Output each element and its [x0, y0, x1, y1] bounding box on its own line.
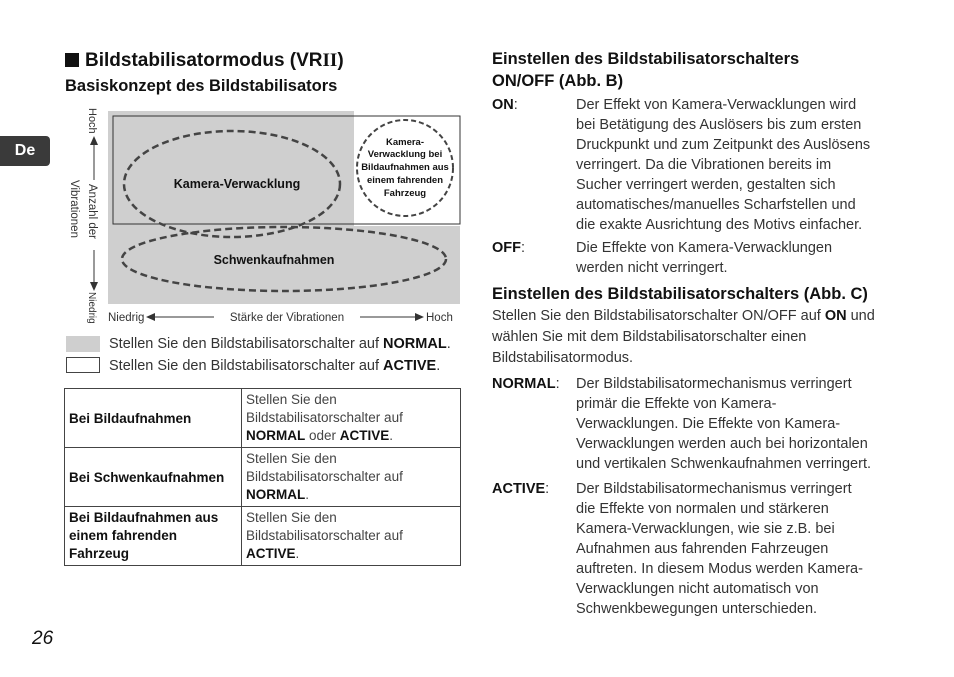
- table-value-end: .: [389, 428, 394, 443]
- table-value-line: Stellen Sie den: [246, 451, 337, 466]
- description-line: Aufnahmen aus fahrenden Fahrzeugen: [576, 541, 829, 557]
- table-value-line: Bildstabilisatorschalter auf: [246, 469, 403, 484]
- section-title: [65, 50, 344, 72]
- intro-pre: Stellen Sie den Bildstabilisatorschalter ON/OFF auf: [492, 308, 825, 324]
- active-term-label: ACTIVE: [492, 481, 546, 497]
- table-value: [242, 448, 461, 507]
- section-c-title: Einstellen des Bildstabilisatorschalters (Abb. C): [492, 285, 868, 303]
- table-row: [65, 389, 461, 448]
- description-line: Der Effekt von Kamera-Verwacklungen wird: [576, 97, 857, 113]
- normal-term: [492, 374, 560, 394]
- panning-label: Schwenkaufnahmen: [213, 253, 335, 267]
- legend-white-value: ACTIVE: [383, 358, 437, 374]
- intro-post: und: [846, 308, 875, 324]
- table-value-line: Bildstabilisatorschalter auf: [246, 528, 403, 543]
- description-line: auftreten. In diesem Modus werden Kamera-: [576, 561, 863, 577]
- table-row: [65, 448, 461, 507]
- active-term-colon: :: [545, 481, 550, 497]
- description-line: werden nicht verringert.: [576, 260, 728, 276]
- x-axis-arrow-right-icon: [415, 313, 424, 321]
- section-c-intro: [492, 306, 912, 369]
- y-low-label: Niedrig: [86, 292, 97, 324]
- table-value: [242, 507, 461, 566]
- subtitle: Basiskonzept des Bildstabilisators: [65, 77, 338, 95]
- description-line: Der Bildstabilisatormechanismus verringert: [576, 376, 852, 392]
- table-value-term: ACTIVE: [246, 546, 296, 561]
- table-value-line: Bildstabilisatorschalter auf: [246, 410, 403, 425]
- intro-line: [492, 306, 912, 327]
- off-term-colon: :: [521, 240, 526, 256]
- table-value-end: .: [295, 546, 300, 561]
- table-value-line: [246, 427, 456, 445]
- gray-region-top: [108, 111, 354, 226]
- legend-gray-text: [109, 334, 451, 354]
- section-b-title: [492, 48, 799, 92]
- description-line: Verwacklungen werden auch bei horizontalen: [576, 436, 868, 452]
- description-line: die exakte Ausrichtung des Motivs einfacher.: [576, 217, 863, 233]
- normal-description: [576, 374, 916, 474]
- normal-term-label: NORMAL: [492, 376, 556, 392]
- description-line: Sucher verringert werden, gestalten sich: [576, 177, 836, 193]
- table-value-term: NORMAL: [246, 428, 306, 443]
- section-title-roman: II: [322, 50, 338, 71]
- table-value-term: ACTIVE: [339, 428, 390, 443]
- table-row: [65, 507, 461, 566]
- legend-white-post: .: [436, 358, 441, 374]
- x-axis-label: Stärke der Vibrationen: [229, 312, 345, 324]
- page-number: 26: [32, 628, 54, 649]
- intro-line: Bildstabilisatormodus.: [492, 350, 634, 366]
- section-b-title-line-2: ON/OFF (Abb. B): [492, 72, 624, 90]
- description-line: automatisches/manuelles Scharfstellen und: [576, 197, 856, 213]
- on-term: [492, 95, 518, 115]
- legend-gray-pre: Stellen Sie den Bildstabilisatorschalter auf: [109, 336, 384, 352]
- on-description: [576, 95, 916, 235]
- description-line: Druckpunkt und zum Zeitpunkt des Auslösens: [576, 137, 871, 153]
- stabilizer-diagram: [60, 100, 470, 332]
- legend-gray-swatch: [66, 336, 100, 352]
- table-key: Bei Bildaufnahmen aus einem fahrenden Fahrzeug: [65, 507, 242, 566]
- table-value: [242, 389, 461, 448]
- x-low-label: Niedrig: [108, 312, 145, 324]
- table-value-end: .: [305, 487, 310, 502]
- settings-table: [64, 388, 461, 566]
- y-axis-arrow-down-icon: [90, 282, 98, 291]
- off-term-label: OFF: [492, 240, 521, 256]
- x-high-label: Hoch: [426, 312, 453, 324]
- language-label: De: [14, 142, 36, 159]
- table-key: Bei Schwenkaufnahmen: [65, 448, 242, 507]
- off-term: [492, 238, 525, 258]
- active-term: [492, 479, 549, 499]
- language-tab: [0, 136, 50, 166]
- x-axis-arrow-left-icon: [146, 313, 155, 321]
- vehicle-label-5: Fahrzeug: [383, 188, 427, 199]
- description-line: Kamera-Verwacklungen, wie sie z.B. bei: [576, 521, 835, 537]
- section-title-close: ): [337, 50, 344, 71]
- description-line: die Effekte von normalen und stärkeren: [576, 501, 829, 517]
- description-line: Verwacklungen nicht automatisch von: [576, 581, 819, 597]
- vehicle-label-3: Bildaufnahmen aus: [361, 162, 449, 173]
- description-line: bei Betätigung des Auslösers bis zum ersten: [576, 117, 862, 133]
- table-value-line: Stellen Sie den: [246, 392, 337, 407]
- legend-white-text: [109, 356, 440, 376]
- normal-term-colon: :: [555, 376, 560, 392]
- description-line: Die Effekte von Kamera-Verwacklungen: [576, 240, 833, 256]
- camera-shake-label: Kamera-Verwacklung: [173, 177, 301, 191]
- description-line: Der Bildstabilisatormechanismus verringert: [576, 481, 852, 497]
- vehicle-label-1: Kamera-: [385, 137, 425, 148]
- y-high-label: Hoch: [86, 108, 98, 134]
- description-line: Schwenkbewegungen unterschieden.: [576, 601, 818, 617]
- vehicle-label-2: Verwacklung bei: [367, 149, 443, 160]
- table-value-line: Stellen Sie den: [246, 510, 337, 525]
- table-value-line: [246, 486, 456, 504]
- description-line: primär die Effekte von Kamera-: [576, 396, 777, 412]
- active-description: [576, 479, 916, 619]
- section-title-text: Bildstabilisatormodus (VR: [85, 50, 323, 71]
- section-b-title-line-1: Einstellen des Bildstabilisatorschalters: [492, 50, 800, 68]
- on-term-label: ON: [492, 97, 514, 113]
- legend-white-pre: Stellen Sie den Bildstabilisatorschalter auf: [109, 358, 384, 374]
- y-axis-arrow-up-icon: [90, 136, 98, 145]
- on-term-colon: :: [513, 97, 518, 113]
- table-key: Bei Bildaufnahmen: [65, 389, 242, 448]
- black-square-icon: [65, 53, 79, 67]
- description-line: und vertikalen Schwenkaufnahmen verringert.: [576, 456, 871, 472]
- description-line: verringert. Da die Vibrationen bereits im: [576, 157, 832, 173]
- legend-gray-value: NORMAL: [383, 336, 447, 352]
- table-value-mid: oder: [305, 428, 340, 443]
- table-value-term: NORMAL: [246, 487, 306, 502]
- y-axis-label-2: Vibrationen: [68, 180, 80, 238]
- description-line: Verwacklungen. Die Effekte von Kamera-: [576, 416, 841, 432]
- intro-line: wählen Sie mit dem Bildstabilisatorschalter einen: [492, 329, 807, 345]
- legend-white-swatch: [66, 357, 100, 373]
- legend-gray-post: .: [446, 336, 451, 352]
- y-axis-label-1: Anzahl der: [86, 184, 98, 239]
- table-value-line: [246, 545, 456, 563]
- intro-value: ON: [824, 308, 847, 324]
- vehicle-label-4: einem fahrenden: [366, 175, 444, 186]
- off-description: [576, 238, 916, 278]
